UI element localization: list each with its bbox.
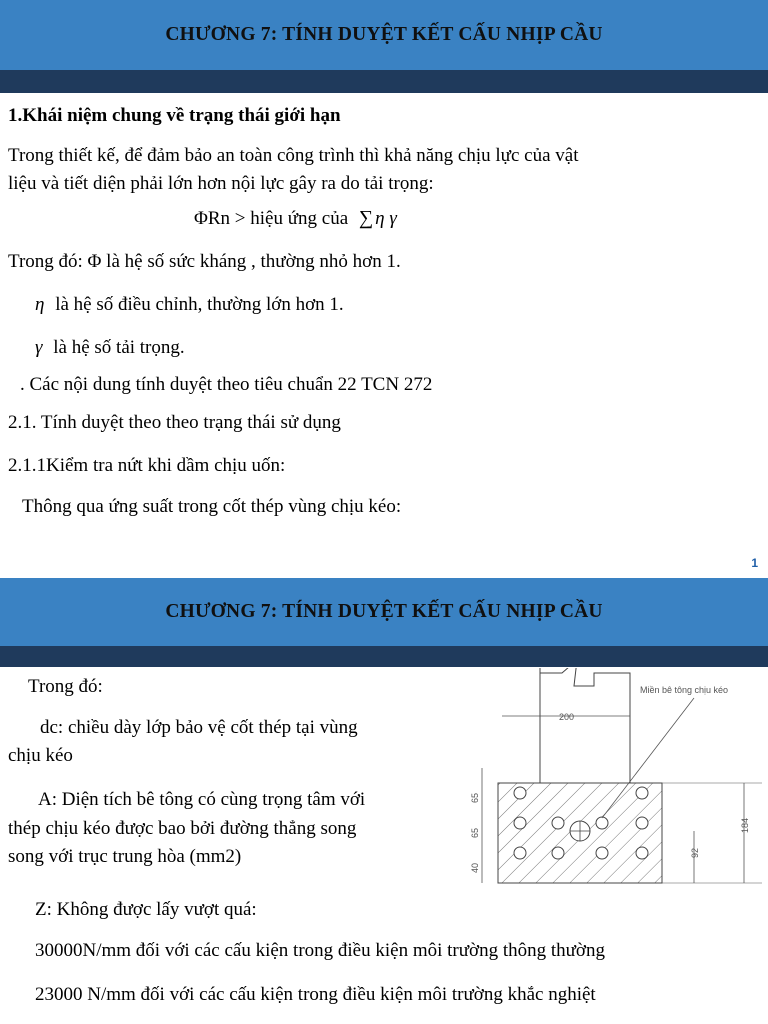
a-line-2: thép chịu kéo được bao bởi đường thẳng song xyxy=(8,818,357,839)
phi-definition: Trong đó: Φ là hệ số sức kháng , thường nhỏ hơn 1. xyxy=(8,251,401,272)
eta-definition xyxy=(35,292,344,317)
gamma-symbol: γ xyxy=(35,337,43,358)
dim-65b: 65 xyxy=(470,827,480,838)
rebar xyxy=(596,847,608,859)
dim-65: 65 xyxy=(470,792,480,803)
section-2-1-1: 2.1.1Kiểm tra nứt khi dầm chịu uốn: xyxy=(8,455,286,476)
dim-40: 40 xyxy=(470,862,480,873)
where-label: Trong đó: xyxy=(28,676,103,697)
eta-text: là hệ số điều chỉnh, thường lớn hơn 1. xyxy=(55,294,344,315)
intro-line-2: liệu và tiết diện phải lớn hơn nội lực gây ra do tải trọng: xyxy=(8,173,434,194)
standard-line: . Các nội dung tính duyệt theo tiêu chuẩn 22 TCN 272 xyxy=(20,374,433,395)
rebar xyxy=(552,847,564,859)
dim-92: 92 xyxy=(690,847,700,858)
harsh-env-line: 23000 N/mm đối với các cấu kiện trong điều kiện môi trường khắc nghiệt xyxy=(35,984,596,1005)
rebar xyxy=(636,787,648,799)
title-stripe xyxy=(0,70,768,93)
page-number: 1 xyxy=(751,556,758,570)
rebar xyxy=(636,847,648,859)
gamma-text: là hệ số tải trọng. xyxy=(53,337,185,358)
a-line-1: A: Diện tích bê tông có cùng trọng tâm với xyxy=(38,789,366,810)
gamma-definition xyxy=(35,335,185,360)
formula xyxy=(194,206,397,231)
rebar xyxy=(514,787,526,799)
slide-2 xyxy=(0,578,768,1024)
rebar xyxy=(636,817,648,829)
slide-title: CHƯƠNG 7: TÍNH DUYỆT KẾT CẤU NHỊP CẦU xyxy=(165,601,603,622)
section-2-1: 2.1. Tính duyệt theo theo trạng thái sử dụng xyxy=(8,412,341,433)
slide-title-bar xyxy=(0,0,768,70)
sum-symbol: ∑ xyxy=(358,207,374,229)
stress-line: Thông qua ứng suất trong cốt thép vùng chịu kéo: xyxy=(22,496,402,517)
intro-line-1: Trong thiết kế, để đảm bảo an toàn công trình thì khả năng chịu lực của vật xyxy=(8,145,579,166)
rebar xyxy=(514,817,526,829)
dc-line-2: chịu kéo xyxy=(8,745,73,766)
rebar xyxy=(552,817,564,829)
a-line-3: song với trục trung hòa (mm2) xyxy=(8,846,242,867)
slide-title: CHƯƠNG 7: TÍNH DUYỆT KẾT CẤU NHỊP CẦU xyxy=(165,24,603,45)
dc-line-1: dc: chiều dày lớp bảo vệ cốt thép tại vùng xyxy=(40,717,358,738)
formula-text: ΦRn > hiệu ứng của xyxy=(194,208,349,229)
dim-184: 184 xyxy=(740,817,750,833)
normal-env-line: 30000N/mm đối với các cấu kiện trong điều kiện môi trường thông thường xyxy=(35,940,605,961)
rebar xyxy=(514,847,526,859)
slide-title-bar xyxy=(0,578,768,646)
cross-section-diagram xyxy=(462,668,768,898)
z-line: Z: Không được lấy vượt quá: xyxy=(35,899,257,920)
title-stripe xyxy=(0,646,768,667)
rebar xyxy=(596,817,608,829)
section-heading: 1.Khái niệm chung về trạng thái giới hạn xyxy=(8,105,341,126)
zone-label: Miền bê tông chịu kéo xyxy=(640,685,729,695)
eta-symbol: η xyxy=(35,294,45,315)
dim-200: 200 xyxy=(559,712,575,722)
formula-symbols: η γ xyxy=(375,208,397,229)
